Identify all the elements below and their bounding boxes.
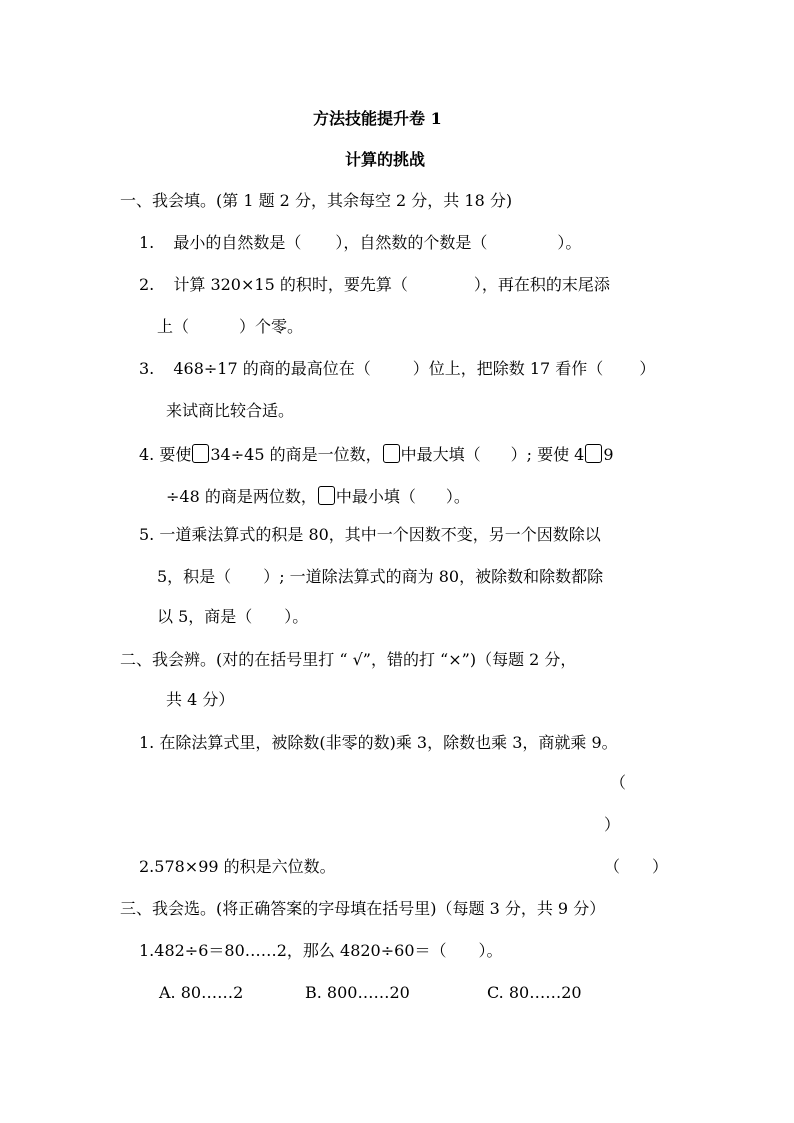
s2-q1-close-paren: ） <box>604 815 621 834</box>
s1-q5-line1 <box>139 525 601 545</box>
q-text: ）位上，把除数 17 看作（ <box>412 359 604 378</box>
s2-q2 <box>139 857 336 877</box>
q-text: ）; 一道除法算式的商为 80，被除数和除数都除 <box>263 567 604 586</box>
q-text: 578×99 的积是六位数。 <box>154 857 336 876</box>
q-text: 一道乘法算式的积是 80，其中一个因数不变，另一个因数除以 <box>159 525 601 544</box>
q-number: 4. <box>139 445 155 464</box>
q-text: 482÷6＝80……2，那么 4820÷60＝（ ）。 <box>154 941 503 960</box>
q-text: ）; 要使 4 <box>510 445 585 464</box>
section3-heading: 三、我会选。(将正确答案的字母填在括号里)（每题 3 分，共 9 分） <box>120 899 606 918</box>
q-text: ），自然数的个数是（ <box>335 233 488 252</box>
s1-q2-line1 <box>139 275 610 295</box>
q-text: 中最大填（ <box>400 445 481 464</box>
blank-box <box>585 444 602 463</box>
q-text: ）。 <box>557 233 582 252</box>
s1-q4-line2 <box>166 486 470 507</box>
s1-q5-line2 <box>157 567 603 587</box>
q-number: 5. <box>139 525 155 544</box>
q-text: 在除法算式里，被除数(非零的数)乘 3，除数也乘 3，商就乘 9。 <box>159 733 618 752</box>
option-b: B. 800……20 <box>305 983 410 1002</box>
q-text: ）。 <box>445 487 470 506</box>
q-text: ）个零。 <box>239 317 304 336</box>
q-number: 1. <box>139 733 155 752</box>
blank-box <box>318 486 335 505</box>
s1-q3-line1 <box>139 359 655 379</box>
s1-q3-line2 <box>166 401 294 421</box>
section1-heading: 一、我会填。(第 1 题 2 分，其余每空 2 分，共 18 分) <box>120 191 513 210</box>
page-title: 方法技能提升卷 1 <box>313 109 442 128</box>
q-number: 2. <box>139 275 155 294</box>
s2-q1-open-paren: （ <box>610 773 627 792</box>
section2-heading-cont: 共 4 分） <box>166 690 235 709</box>
q-text: 468÷17 的商的最高位在（ <box>173 359 371 378</box>
q-text: 9 <box>603 445 614 464</box>
s2-q2-paren: （ ） <box>604 857 669 876</box>
q-text: 计算 320×15 的积时，要先算（ <box>173 275 408 294</box>
q-text: 中最小填（ <box>335 487 416 506</box>
s2-q1 <box>139 733 618 753</box>
q-text: 以 5，商是（ <box>157 607 253 626</box>
s1-q1 <box>139 233 581 253</box>
q-text: 5，积是（ <box>157 567 232 586</box>
q-number: 2. <box>139 857 155 876</box>
section2-heading: 二、我会辨。(对的在括号里打 “ √”，错的打 “×”)（每题 2 分， <box>120 650 577 669</box>
s1-q2-line2 <box>157 317 303 337</box>
q-text: 要使 <box>159 445 192 464</box>
option-c: C. 80……20 <box>487 983 582 1002</box>
option-a: A. 80……2 <box>159 983 244 1002</box>
q-number: 1. <box>139 233 155 252</box>
s1-q5-line3 <box>157 607 308 627</box>
blank-box <box>383 444 400 463</box>
page-subtitle: 计算的挑战 <box>345 150 426 169</box>
q-text: ）。 <box>284 607 309 626</box>
q-text: ），再在积的末尾添 <box>473 275 610 294</box>
q-text: 来试商比较合适。 <box>166 401 295 420</box>
q-text: ） <box>639 359 656 378</box>
q-number: 3. <box>139 359 155 378</box>
q-text: 34÷45 的商是一位数， <box>210 445 382 464</box>
blank-box <box>192 444 209 463</box>
s1-q4-line1 <box>139 444 614 465</box>
q-number: 1. <box>139 941 155 960</box>
s3-q1 <box>139 941 503 961</box>
q-text: 上（ <box>157 317 190 336</box>
q-text: ÷48 的商是两位数， <box>166 487 317 506</box>
q-text: 最小的自然数是（ <box>173 233 302 252</box>
